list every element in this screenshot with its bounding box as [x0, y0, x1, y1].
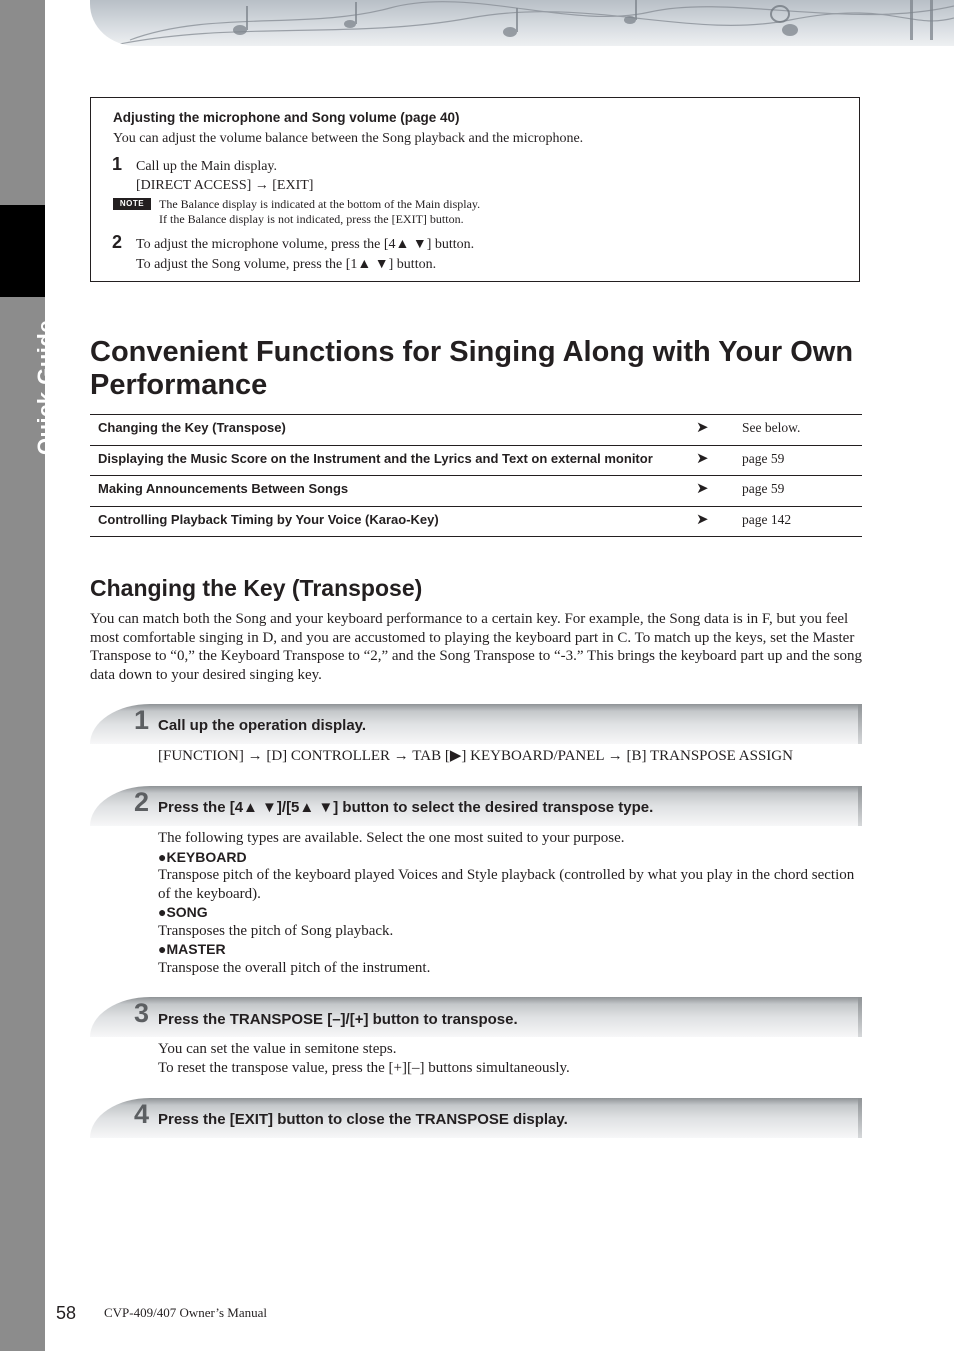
music-notes-decoration-icon [90, 0, 954, 46]
step-1-number: 1 [134, 705, 150, 735]
type-song-desc: Transposes the pitch of Song playback. [158, 922, 394, 939]
type-song-name: ●SONG [158, 904, 208, 920]
section-title: Changing the Key (Transpose) [90, 575, 423, 601]
ref-page: page 59 [742, 450, 785, 466]
note-icon: NOTE [113, 198, 151, 210]
info-box-title: Adjusting the microphone and Song volume (page 40) [113, 110, 460, 125]
step-3-title: Press the TRANSPOSE [–]/[+] button to transpose. [158, 1011, 518, 1028]
header-banner [90, 0, 954, 46]
section-intro: You can match both the Song and your keyboard performance to a certain key. For example, the Song data is in F, but you feel most comfortable singing in D, and you are accustomed to playing the keyboard part in C. To match up the keys, set the Master Transpose to “0,” the Keyboard Transpose to “2,” and the Song Transpose to “-3.” This brings the keyboard part up and the song data down to your desired singing key. [90, 611, 862, 683]
ref-label: Changing the Key (Transpose) [98, 420, 286, 435]
arrow-right-icon: ➤ [696, 511, 709, 528]
info-step-2-line1: To adjust the microphone volume, press the [4▲ ▼] button. [136, 237, 475, 252]
page-title: Convenient Functions for Singing Along with Your Own Performance [90, 336, 854, 401]
type-keyboard-desc: Transpose pitch of the keyboard played Voices and Style playback (controlled by what you play in the chord section of the keyboard). [158, 867, 855, 902]
table-row [90, 507, 862, 538]
reference-table [90, 414, 862, 537]
note-line2: If the Balance display is not indicated, press the [EXIT] button. [159, 212, 464, 226]
type-keyboard-name: ●KEYBOARD [158, 848, 247, 865]
ref-page: page 59 [742, 481, 785, 496]
step-2-title: Press the [4▲ ▼]/[5▲ ▼] button to select the desired transpose type. [158, 799, 654, 816]
arrow-right-icon: ➤ [696, 450, 709, 467]
info-step-2-number: 2 [112, 232, 123, 252]
table-row [90, 476, 862, 507]
info-step-1-line2: [DIRECT ACCESS] → [EXIT] [136, 178, 314, 193]
manual-name: CVP-409/407 Owner’s Manual [104, 1305, 267, 1320]
step-3-line2: To reset the transpose value, press the [+][–] buttons simultaneously. [158, 1059, 570, 1076]
info-box [90, 97, 860, 282]
arrow-right-icon: ➤ [696, 420, 709, 436]
step-3-text [158, 1040, 862, 1077]
table-row [90, 446, 862, 477]
step-1-title: Call up the operation display. [158, 717, 367, 734]
ref-label: Displaying the Music Score on the Instrument and the Lyrics and Text on external monitor [98, 450, 653, 466]
step-4-number: 4 [134, 1099, 150, 1129]
step-3-number: 3 [134, 998, 150, 1028]
ref-page: page 142 [742, 511, 792, 527]
info-step-2-line2: To adjust the Song volume, press the [1▲ ▼] button. [136, 257, 437, 272]
step-2-intro: The following types are available. Select the one most suited to your purpose. [158, 830, 625, 846]
info-step-1-line1: Call up the Main display. [136, 159, 278, 174]
type-master-name: ●MASTER [158, 941, 226, 957]
page-number: 58 [56, 1303, 77, 1323]
step-3-line1: You can set the value in semitone steps. [158, 1041, 397, 1057]
ref-label: Making Announcements Between Songs [98, 481, 349, 496]
step-2-text [158, 829, 862, 977]
info-box-intro: You can adjust the volume balance between the Song playback and the microphone. [113, 131, 584, 146]
sidebar [0, 0, 45, 1351]
sidebar-label: Quick Guide [33, 319, 58, 455]
arrow-right-icon: ➤ [696, 481, 709, 497]
step-2-number: 2 [134, 787, 150, 817]
ref-label: Controlling Playback Timing by Your Voice (Karao-Key) [98, 511, 439, 527]
type-master-desc: Transpose the overall pitch of the instrument. [158, 959, 431, 976]
note-line1: The Balance display is indicated at the bottom of the Main display. [159, 197, 481, 211]
sidebar-tab [0, 205, 45, 297]
info-step-1-number: 1 [112, 154, 123, 174]
table-row [90, 415, 862, 446]
step-4-title: Press the [EXIT] button to close the TRANSPOSE display. [158, 1111, 568, 1128]
ref-page: See below. [742, 420, 801, 435]
step-1-text: [FUNCTION] → [D] CONTROLLER → TAB [▶] KEYBOARD/PANEL → [B] TRANSPOSE ASSIGN [158, 748, 793, 764]
